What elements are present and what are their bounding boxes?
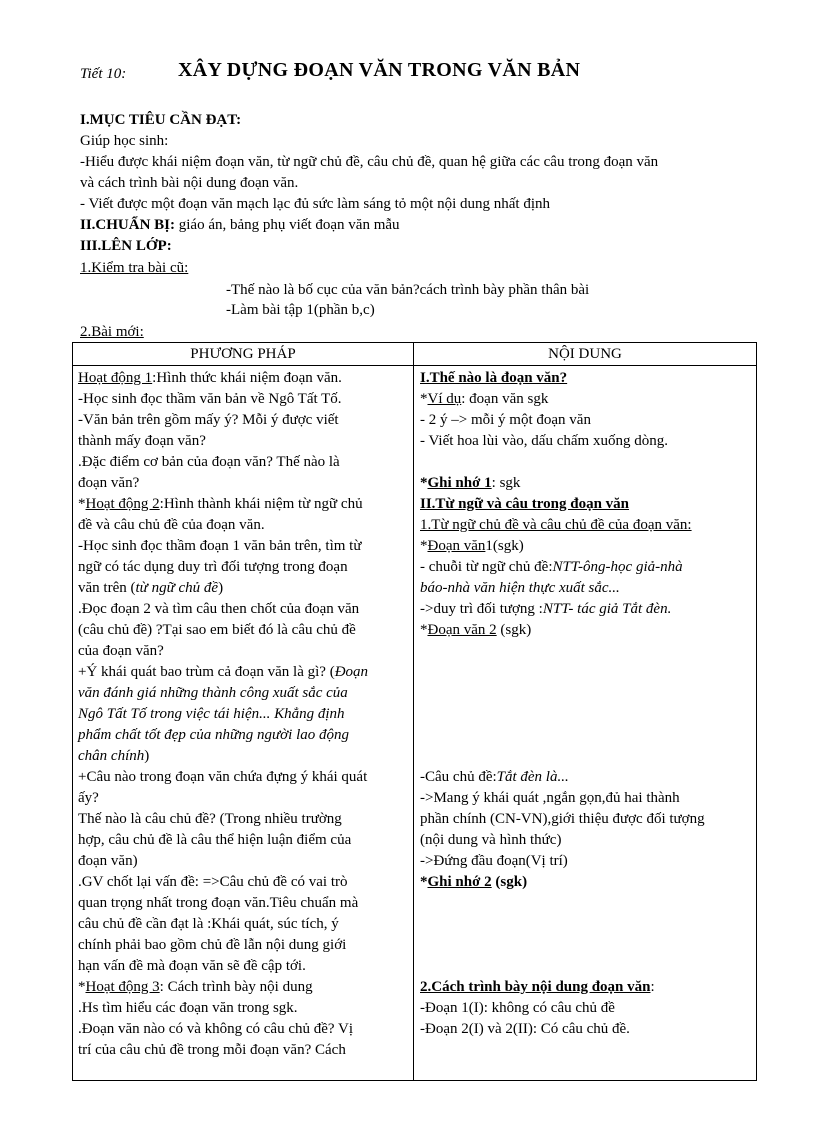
method-line: *Hoạt động 3: Cách trình bày nội dung [78,979,313,995]
content-line: ->Đứng đầu đoạn(Vị trí) [420,853,568,869]
method-line: văn trên (từ ngữ chủ đề) [78,580,224,596]
method-line: .Đoạn văn nào có và không có câu chủ đề? Vị [78,1021,354,1037]
content-line: ->duy trì đối tượng :NTT- tác giả Tắt đèn. [420,601,672,617]
content-line: -Đoạn 2(I) và 2(II): Có câu chủ đề. [420,1021,630,1037]
check-item: -Làm bài tập 1(phần b,c) [226,302,375,318]
objective-line: -Hiểu được khái niệm đoạn văn, từ ngữ chủ đề, câu chủ đề, quan hệ giữa các câu trong đoạn văn [80,154,659,170]
method-line: ngữ có tác dụng duy trì đối tượng trong đoạn [78,559,348,575]
method-line: -Học sinh đọc thầm văn bản về Ngô Tất Tố. [78,391,342,407]
preparation-heading: II.CHUẨN BỊ: [80,217,176,233]
content-line: ->Mang ý khái quát ,ngắn gọn,đủ hai thành [420,790,680,806]
method-line: hạn vấn đề mà đoạn văn sẽ đề cập tới. [78,958,306,974]
content-line: 1.Từ ngữ chủ đề và câu chủ đề của đoạn văn: [420,517,692,533]
method-line: chính phải bao gồm chủ đề lẫn nội dung giới [78,937,347,953]
column-header-content: NỘI DUNG [414,343,757,366]
content-line: - Viết hoa lùi vào, dấu chấm xuống dòng. [420,433,668,449]
method-column [73,366,414,1081]
method-line: Hoạt động 1:Hình thức khái niệm đoạn văn. [78,370,342,386]
content-line: - 2 ý –> mỗi ý một đoạn văn [420,412,591,428]
method-line: đoạn văn? [78,475,140,491]
content-line: -Đoạn 1(I): không có câu chủ đề [420,1000,615,1016]
check-item: -Thế nào là bố cục của văn bản?cách trình bày phần thân bài [226,282,590,298]
method-line: câu chủ đề cần đạt là :Khái quát, súc tích, ý [78,916,339,932]
lesson-table [72,342,757,1081]
content-line: - chuỗi từ ngữ chủ đề:NTT-ông-học giả-nhà [420,559,683,575]
method-line: Thế nào là câu chủ đề? (Trong nhiều trường [78,811,342,827]
method-line: chân chính) [78,748,150,764]
class-heading: III.LÊN LỚP: [80,238,172,254]
method-line: -Văn bản trên gồm mấy ý? Mỗi ý được viết [78,412,339,428]
method-line: văn đánh giá những thành công xuất sắc của [78,685,348,701]
method-line: *Hoạt động 2:Hình thành khái niệm từ ngữ chủ [78,496,363,512]
content-line: II.Từ ngữ và câu trong đoạn văn [420,496,630,512]
lesson-number: Tiết 10: [80,66,127,82]
content-line: *Đoạn văn1(sgk) [420,538,524,554]
method-line: của đoạn văn? [78,643,164,659]
method-line: .GV chốt lại vấn đề: =>Câu chủ đề có vai trò [78,874,348,890]
method-line: -Học sinh đọc thầm đoạn 1 văn bản trên, tìm từ [78,538,362,554]
objectives-intro: Giúp học sinh: [80,133,169,149]
content-line: (nội dung và hình thức) [420,832,562,848]
objective-line: - Viết được một đoạn văn mạch lạc đủ sức làm sáng tỏ một nội dung nhất định [80,196,551,212]
page-title: XÂY DỰNG ĐOẠN VĂN TRONG VĂN BẢN [178,59,581,81]
method-line: +Câu nào trong đoạn văn chứa đựng ý khái quát [78,769,368,785]
objectives-heading: I.MỤC TIÊU CẦN ĐẠT: [80,112,242,128]
content-line: báo-nhà văn hiện thực xuất sắc... [420,580,620,596]
content-line: *Ghi nhớ 1: sgk [420,475,521,491]
method-line: (câu chủ đề) ?Tại sao em biết đó là câu chủ đề [78,622,356,638]
column-header-method: PHƯƠNG PHÁP [73,343,414,366]
preparation-text: giáo án, bảng phụ viết đoạn văn mẫu [175,217,400,233]
content-line: -Câu chủ đề:Tắt đèn là... [420,769,569,785]
content-line: *Đoạn văn 2 (sgk) [420,622,532,638]
content-line: 2.Cách trình bày nội dung đoạn văn: [420,979,655,995]
method-line: ấy? [78,790,99,806]
method-line: Ngô Tất Tố trong việc tái hiện... Khẳng định [78,706,345,722]
content-line: *Ví dụ: đoạn văn sgk [420,391,549,407]
content-line: phần chính (CN-VN),giới thiệu được đối tượng [420,811,705,827]
method-line: +Ý khái quát bao trùm cả đoạn văn là gì? (Đoạn [78,664,369,680]
method-line: .Đặc điểm cơ bản của đoạn văn? Thế nào là [78,454,340,470]
method-line: hợp, câu chủ đề là câu thể hiện luận điểm của [78,832,352,848]
content-line: I.Thế nào là đoạn văn? [420,370,568,386]
method-line: .Đọc đoạn 2 và tìm câu then chốt của đoạn văn [78,601,360,617]
new-lesson-heading: 2.Bài mới: [80,324,144,340]
method-line: đoạn văn) [78,853,138,869]
method-line: phẩm chất tốt đẹp của những người lao động [78,727,350,743]
content-line: *Ghi nhớ 2 (sgk) [420,874,528,890]
check-heading: 1.Kiểm tra bài cũ: [80,260,189,276]
objective-line: và cách trình bài nội dung đoạn văn. [80,175,299,191]
method-line: .Hs tìm hiểu các đoạn văn trong sgk. [78,1000,298,1016]
preparation-line [80,215,400,235]
content-column [414,366,757,1081]
method-line: đề và câu chủ đề của đoạn văn. [78,517,265,533]
method-line: quan trọng nhất trong đoạn văn.Tiêu chuẩn mà [78,895,359,911]
method-line: thành mấy đoạn văn? [78,433,206,449]
method-line: trí của câu chủ đề trong mỗi đoạn văn? Cách [78,1042,346,1058]
